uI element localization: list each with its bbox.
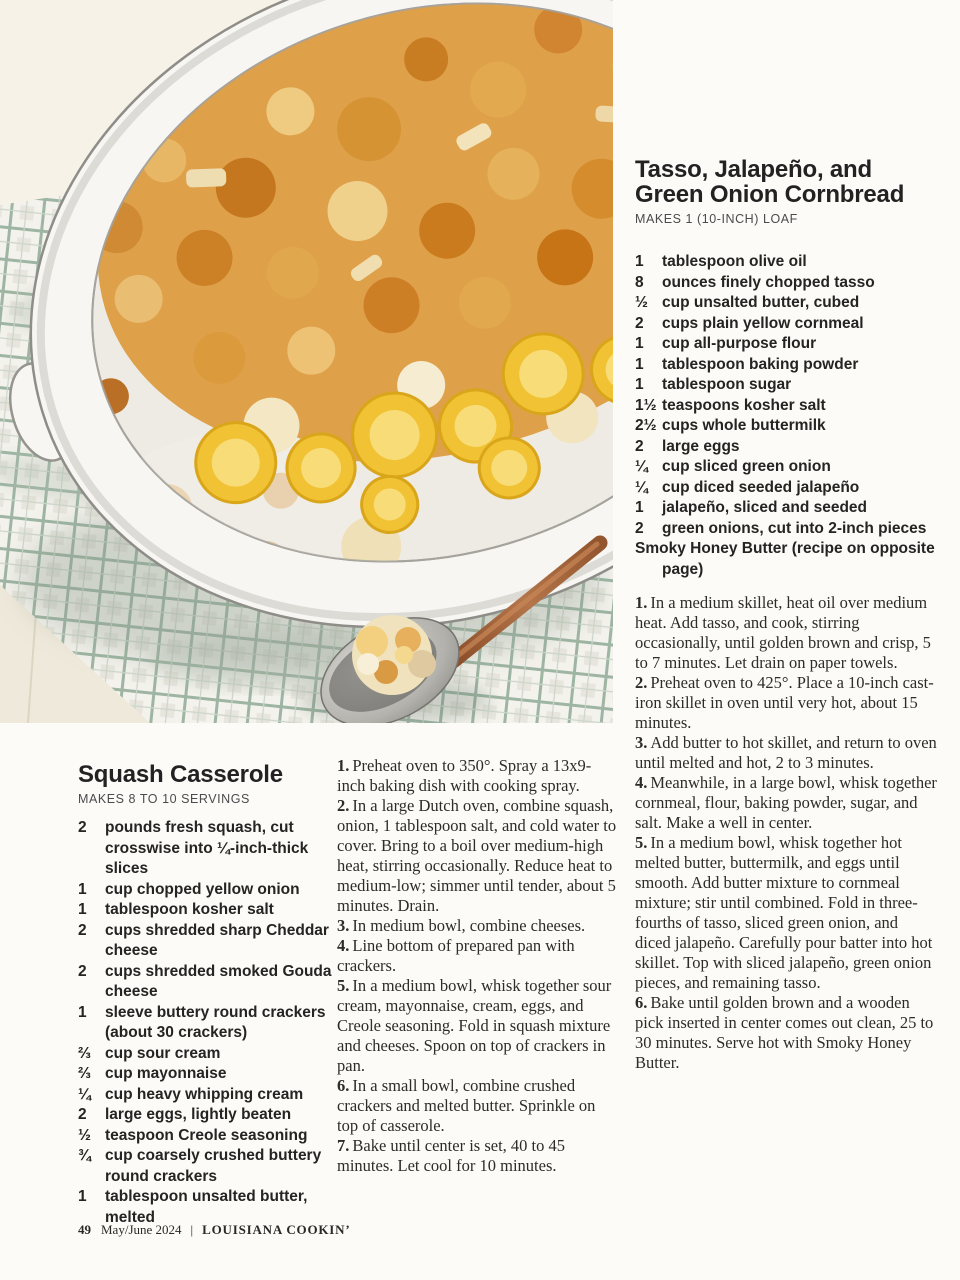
cornbread-recipe	[635, 157, 937, 1073]
step	[337, 1136, 618, 1176]
step	[635, 993, 937, 1073]
step-number: 2.	[635, 673, 648, 692]
ingredient-row: ½ cup unsalted butter, cubed	[635, 294, 860, 311]
ingredient-row: 1 tablespoon sugar	[635, 376, 792, 393]
step-text: Bake until center is set, 40 to 45 minutes. Let cool for 10 minutes.	[337, 1136, 565, 1175]
step	[635, 673, 937, 733]
ingredient-special: Smoky Honey Butter (recipe on opposite page)	[635, 540, 935, 578]
squash-recipe-header	[78, 762, 338, 806]
squash-ingredient-list	[78, 818, 336, 1228]
step	[337, 976, 618, 1076]
page-number: 49	[78, 1222, 91, 1237]
step-text: In a medium bowl, whisk together sour cream, mayonnaise, cream, eggs, and Creole seasoning. Fold in squash mixture and cheeses. Spoon on top of crackers in pan.	[337, 976, 612, 1075]
step-text: In a medium bowl, whisk together hot melted butter, buttermilk, and eggs until smooth. Add butter mixture to cornmeal mixture; stir until combined. Fold in three-fourths of tasso, sliced green onion, and diced jalapeño. Carefully pour batter into hot skillet. Top with sliced jalapeño, green onion pieces, and remaining tasso.	[635, 833, 933, 992]
ingredient-row: 2½ cups whole buttermilk	[635, 417, 826, 434]
step-text: In medium bowl, combine cheeses.	[352, 916, 586, 935]
ingredient-row: 2 large eggs	[635, 437, 740, 455]
step	[635, 773, 937, 833]
step	[337, 936, 618, 976]
cornbread-yield: MAKES 1 (10-INCH) LOAF	[635, 212, 798, 226]
ingredient-row: 8 ounces finely chopped tasso	[635, 273, 875, 291]
step-number: 4.	[635, 773, 648, 792]
footer-separator: |	[190, 1222, 194, 1237]
step-number: 2.	[337, 796, 350, 815]
ingredient-row: 2 cups plain yellow cornmeal	[635, 314, 864, 332]
step-number: 1.	[337, 756, 350, 775]
ingredient-row: 2 pounds fresh squash, cut crosswise into ¼-inch-thick slices	[78, 819, 309, 877]
step-number: 6.	[337, 1076, 350, 1095]
squash-steps	[337, 756, 618, 1176]
step	[635, 593, 937, 673]
ingredient-row: ¾ cup coarsely crushed buttery round crackers	[78, 1147, 322, 1185]
ingredient-row: ¼ cup sliced green onion	[635, 458, 831, 475]
ingredient-row: ⅔ cup sour cream	[78, 1044, 221, 1062]
ingredient-row: 1 cup chopped yellow onion	[78, 880, 300, 898]
page-footer	[78, 1222, 350, 1238]
step	[337, 1076, 618, 1136]
step-text: Bake until golden brown and a wooden pick inserted in center comes out clean, 25 to 30 minutes. Serve hot with Smoky Honey Butter.	[635, 993, 934, 1072]
cornbread-steps	[635, 593, 937, 1073]
ingredient-row: 1 sleeve buttery round crackers (about 30 crackers)	[78, 1003, 326, 1041]
squash-casserole-photo	[0, 0, 613, 723]
ingredient-row: ¼ cup diced seeded jalapeño	[635, 478, 860, 496]
cornbread-title	[635, 157, 937, 207]
step-number: 3.	[337, 916, 350, 935]
ingredient-row: 1 cup all-purpose flour	[635, 335, 817, 352]
squash-title: Squash Casserole	[78, 761, 283, 788]
ingredient-row: ½ teaspoon Creole seasoning	[78, 1126, 308, 1144]
ingredient-row: 2 green onions, cut into 2-inch pieces	[635, 519, 927, 537]
casserole-photo-illustration	[0, 0, 613, 723]
ingredient-row: 1 tablespoon kosher salt	[78, 901, 274, 918]
ingredient-row: 2 cups shredded smoked Gouda cheese	[78, 962, 332, 1000]
step-text: In a medium skillet, heat oil over medium heat. Add tasso, and cook, stirring occasionally, until golden brown and crisp, 5 to 7 minutes. Let drain on paper towels.	[635, 593, 931, 672]
step	[337, 916, 618, 936]
step-text: Meanwhile, in a large bowl, whisk together cornmeal, flour, baking powder, sugar, and salt. Make a well in center.	[635, 773, 937, 832]
ingredient-row: 2 cups shredded sharp Cheddar cheese	[78, 921, 329, 959]
step-number: 4.	[337, 936, 350, 955]
ingredient-row: 1 tablespoon olive oil	[635, 253, 807, 270]
step	[337, 756, 618, 796]
step-text: Line bottom of prepared pan with crackers.	[337, 936, 575, 975]
step-number: 3.	[635, 733, 648, 752]
step-number: 5.	[337, 976, 350, 995]
cornbread-title-line2: Green Onion Cornbread	[635, 181, 905, 208]
ingredient-row: 1 jalapeño, sliced and seeded	[635, 499, 868, 516]
step-number: 6.	[635, 993, 648, 1012]
step-number: 7.	[337, 1136, 350, 1155]
ingredient-row: 2 large eggs, lightly beaten	[78, 1106, 292, 1123]
squash-ingredients	[78, 818, 336, 1228]
step	[635, 833, 937, 993]
ingredient-row: ⅔ cup mayonnaise	[78, 1065, 227, 1082]
step-text: Preheat oven to 350°. Spray a 13x9-inch baking dish with cooking spray.	[337, 756, 592, 795]
step	[337, 796, 618, 916]
squash-yield: MAKES 8 TO 10 SERVINGS	[78, 792, 250, 806]
ingredient-row: 1 tablespoon unsalted butter, melted	[78, 1188, 308, 1226]
step-number: 5.	[635, 833, 648, 852]
cornbread-title-line1: Tasso, Jalapeño, and	[635, 156, 872, 183]
issue-date: May/June 2024	[101, 1222, 182, 1237]
step	[635, 733, 937, 773]
cornbread-ingredient-list	[635, 252, 937, 539]
step-number: 1.	[635, 593, 648, 612]
ingredient-row: 1 tablespoon baking powder	[635, 355, 859, 373]
step-text: Add butter to hot skillet, and return to oven until melted and hot, 2 to 3 minutes.	[635, 733, 937, 772]
step-text: In a large Dutch oven, combine squash, onion, 1 tablespoon salt, and cold water to cover. Bring to a boil over medium-high heat, stirring occasionally. Reduce heat to medium-low; simmer until tender, about 5 minutes. Drain.	[337, 796, 617, 915]
ingredient-row: ¼ cup heavy whipping cream	[78, 1085, 304, 1103]
ingredient-row: 1½ teaspoons kosher salt	[635, 396, 826, 414]
magazine-name: LOUISIANA COOKIN’	[202, 1222, 351, 1237]
step-text: In a small bowl, combine crushed crackers and melted butter. Sprinkle on top of casserole.	[337, 1076, 596, 1135]
step-text: Preheat oven to 425°. Place a 10-inch cast-iron skillet in oven until very hot, about 15 minutes.	[635, 673, 934, 732]
